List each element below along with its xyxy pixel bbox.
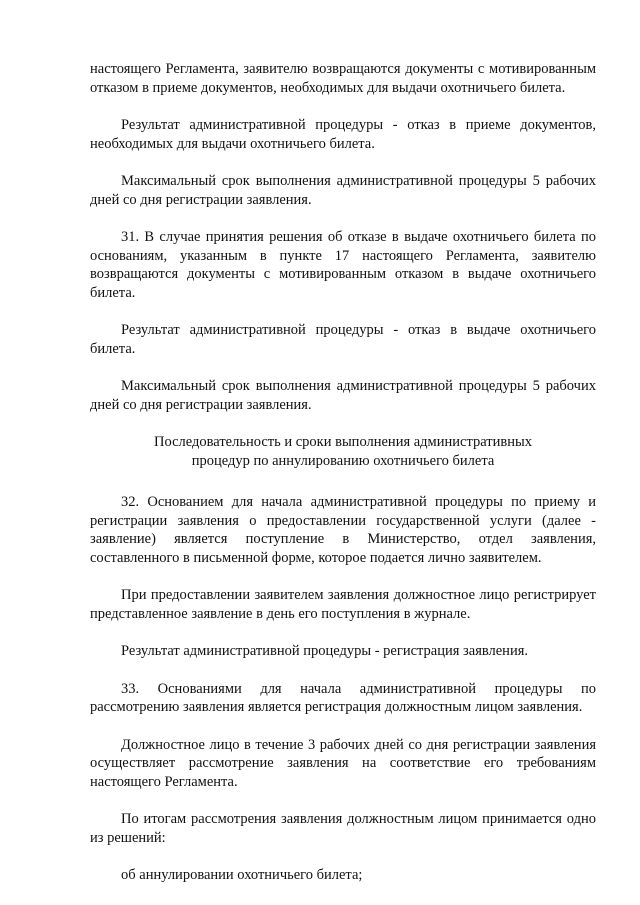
paragraph-review-term: Должностное лицо в течение 3 рабочих дней со дня регистрации заявления осуществляет рассмотрение заявления на соответствие его требованиям настоящего Регламента. [90,736,596,790]
paragraph-31: 31. В случае принятия решения об отказе в выдаче охотничьего билета по основаниям, указанным в пункте 17 настоящего Регламента, заявителю возвращаются документы с мотивированным отказом в выдаче охотничьего билета. [90,229,596,301]
paragraph-33: 33. Основаниями для начала административной процедуры по рассмотрению заявления является регистрация должностным лицом заявления. [90,680,596,715]
paragraph-result-refusal-acceptance: Результат административной процедуры - отказ в приеме документов, необходимых для выдачи охотничьего билета. [90,117,596,152]
paragraph-decisions-intro: По итогам рассмотрения заявления должностным лицом принимается одно из решений: [90,811,596,846]
paragraph-return-documents: настоящего Регламента, заявителю возвращаются документы с мотивированным отказом в приеме документов, необходимых для выдачи охотничьего билета. [90,61,596,96]
section-heading-line-1: Последовательность и сроки выполнения административных [154,434,532,450]
paragraph-registration: При предоставлении заявителем заявления должностное лицо регистрирует представленное заявление в день его поступления в журнале. [90,587,596,622]
paragraph-decision-annulment: об аннулировании охотничьего билета; [121,867,363,883]
paragraph-result-refusal-issue: Результат административной процедуры - отказ в выдаче охотничьего билета. [90,322,596,357]
paragraph-result-registration: Результат административной процедуры - регистрация заявления. [121,643,528,659]
paragraph-max-term-1: Максимальный срок выполнения административной процедуры 5 рабочих дней со дня регистрации заявления. [90,173,596,208]
paragraph-max-term-2: Максимальный срок выполнения административной процедуры 5 рабочих дней со дня регистрации заявления. [90,378,596,413]
section-heading [90,433,596,471]
section-heading-line-2: процедур по аннулированию охотничьего билета [191,453,495,469]
paragraph-32: 32. Основанием для начала административной процедуры по приему и регистрации заявления о предоставлении государственной услуги (далее - заявление) является поступление в Министерство, отдел заявления, составленного в письменной форме, которое подается лично заявителем. [90,494,596,566]
